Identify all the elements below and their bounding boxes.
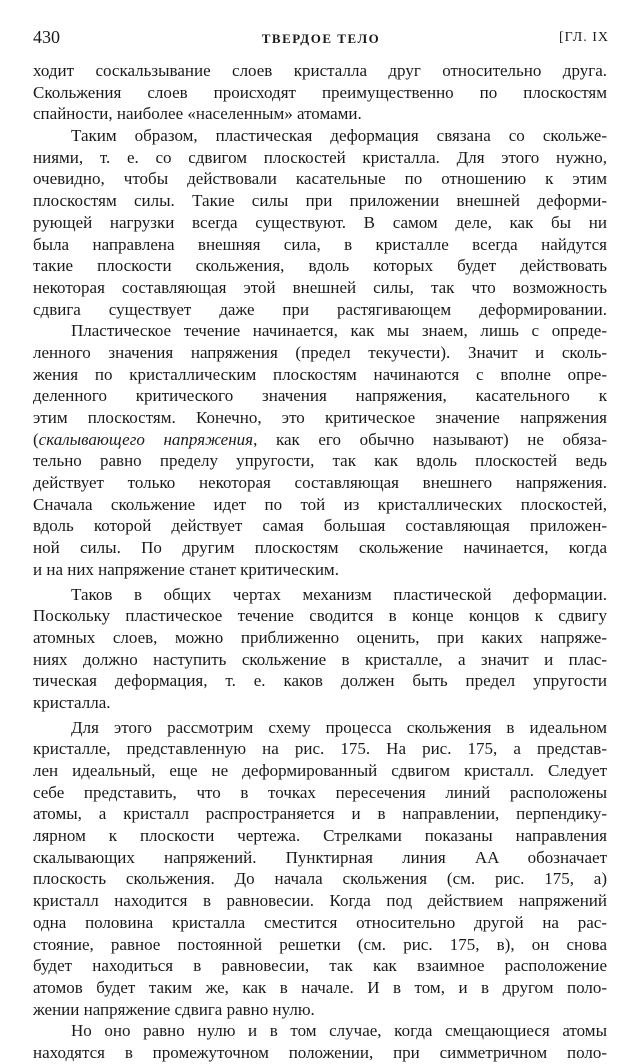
text-line: очевидно, чтобы действовали касательные по отношению к этим: [33, 169, 607, 189]
text-line: атомы, а кристалл распространяется и в направлении, перпендику-: [33, 804, 607, 824]
text-line: находятся в промежуточном положении, при симметричном поло-: [33, 1042, 607, 1062]
text-line: будет находиться в равновесии, так как взаимное расположение: [33, 956, 607, 976]
page-header: [33, 27, 609, 53]
text-line: Но оно равно нулю и в том случае, когда смещающиеся атомы: [71, 1021, 607, 1041]
text-line: Для этого рассмотрим схему процесса скольжения в идеальном: [71, 717, 607, 737]
italic-term: скалывающего напряжения: [38, 429, 254, 449]
text-line-with-italic: (скалывающего напряжения, как его обычно называют) не обяза-: [33, 429, 607, 449]
text-line: вдоль которой действует самая большая составляющая приложен-: [33, 516, 607, 536]
text-line: Таков в общих чертах механизм пластической деформации.: [71, 584, 607, 604]
text-line: спайности, наиболее «населенным» атомами.: [33, 104, 362, 124]
text-line: себе представить, что в точках пересечения линий расположены: [33, 782, 607, 802]
text-body: [33, 60, 607, 1064]
chapter-mark: [ГЛ. IX: [559, 30, 609, 45]
page-number: 430: [33, 27, 60, 47]
text-line: одна половина кристалла сместится относительно другой на рас-: [33, 912, 607, 932]
text-line: стояние, равное постоянной решетки (см. рис. 175, в), он снова: [33, 934, 607, 954]
text-line: Пластическое течение начинается, как мы знаем, лишь с опреде-: [71, 321, 607, 341]
text-line: ниях должно наступить скольжение в кристалле, а значит и плас-: [33, 649, 607, 669]
text-line: Сначала скольжение идет по той из кристаллических плоскостей,: [33, 494, 607, 514]
text-line: и на них напряжение станет критическим.: [33, 559, 339, 579]
text-line: тическая деформация, т. е. каков должен быть предел упругости: [33, 671, 607, 691]
paragraph: [33, 125, 607, 320]
text-line: действует только некоторая составляющая внешнего напряжения.: [33, 473, 607, 493]
text-line: тельно равно пределу упругости, так как вдоль плоскостей ведь: [33, 451, 607, 471]
text-line: лен идеальный, еще не деформированный сдвигом кристалл. Следует: [33, 761, 607, 780]
text-line: ходит соскальзывание слоев кристалла друг относительно друга.: [33, 61, 607, 80]
paragraph: [33, 60, 607, 125]
text-line: жения по кристаллическим плоскостям начинаются с вполне опре-: [33, 364, 607, 384]
text-line: кристалл находится в равновесии. Когда под действием напряжений: [33, 891, 607, 911]
text-line: атомов будет таким же, как в начале. И в том, и в другом поло-: [33, 977, 607, 997]
text-line: рующей нагрузки всегда существуют. В самом деле, как бы ни: [33, 212, 607, 232]
text-line: Скольжения слоев происходят преимущественно по плоскостям: [33, 82, 607, 102]
text-line: Таким образом, пластическая деформация связана со скольже-: [71, 126, 607, 146]
text-line: жении напряжение сдвига равно нулю.: [33, 999, 315, 1019]
text-line: скалывающих напряжений. Пунктирная линия AA обозначает: [33, 847, 607, 867]
text-line: кристалла.: [33, 692, 111, 712]
text-line: Поскольку пластическое течение сводится в конце концов к сдвигу: [33, 606, 607, 626]
text-line: такие плоскости скольжения, вдоль которых будет действовать: [33, 256, 607, 276]
text-line: кристалле, представленную на рис. 175. На рис. 175, а представ-: [33, 739, 607, 759]
text-line: ной силы. По другим плоскостям скольжение начинается, когда: [33, 538, 607, 558]
text-line: была направлена внешняя сила, в кристалле всегда найдутся: [33, 234, 607, 254]
text-line: сдвига существует даже при растягивающем деформировании.: [33, 299, 607, 319]
text-line: этим плоскостям. Конечно, это критическое значение напряжения: [33, 408, 607, 427]
text-line: ленного значения напряжения (предел текучести). Значит и сколь-: [33, 342, 607, 362]
paragraph: [33, 584, 607, 714]
running-title: ТВЕРДОЕ ТЕЛО: [261, 31, 381, 46]
text-line: атомных слоев, можно приближенно оценить, при каких напряже-: [33, 627, 607, 647]
text-line: деленного критического значения напряжения, касательного к: [33, 386, 607, 406]
text-line: некоторая составляющая этой внешней силы, так что возможность: [33, 277, 607, 297]
text-line: плоскостям силы. Такие силы при приложении внешней деформи-: [33, 191, 607, 211]
paragraph: [33, 320, 607, 580]
text-line: ниями, т. е. со сдвигом плоскостей кристалла. Для этого нужно,: [33, 147, 607, 167]
text-line: плоскость скольжения. До начала скольжения (см. рис. 175, а): [33, 869, 607, 889]
paragraph: [33, 1020, 607, 1063]
text-line: лярном к плоскости чертежа. Стрелками показаны направления: [33, 826, 607, 846]
paragraph: [33, 717, 607, 1021]
